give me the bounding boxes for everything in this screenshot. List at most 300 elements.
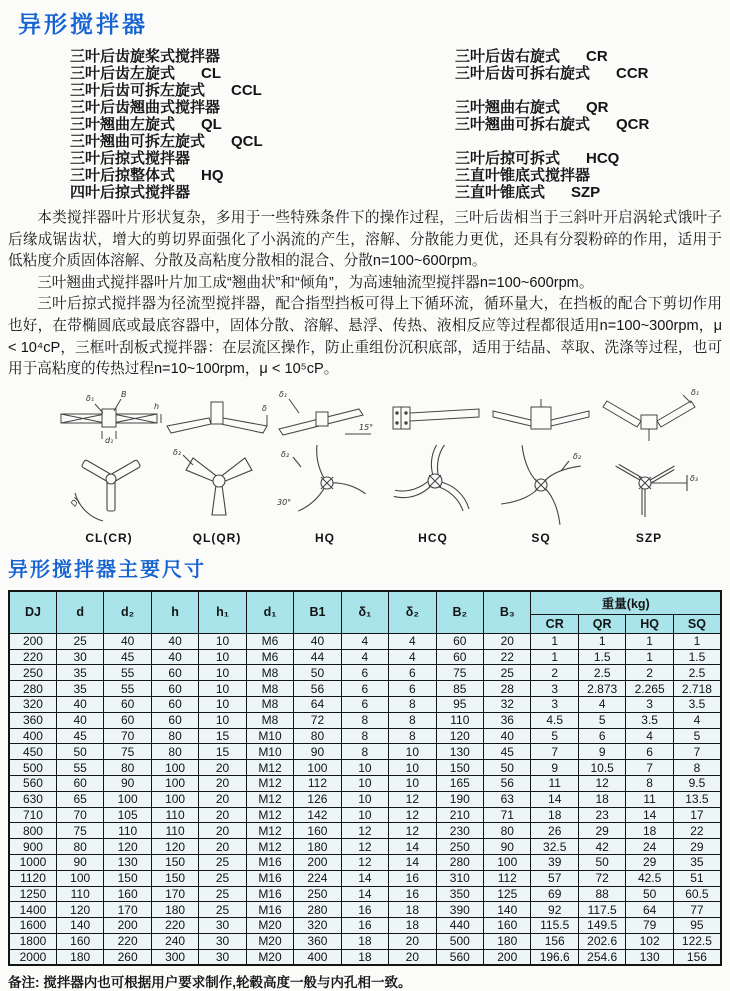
dim-delta1-label: δ₁ — [691, 387, 700, 397]
table-cell: 120 — [104, 839, 151, 855]
table-cell: 50 — [56, 744, 103, 760]
table-cell: 40 — [56, 696, 103, 712]
table-cell: M20 — [246, 918, 293, 934]
table-cell: 75 — [104, 744, 151, 760]
table-cell: 156 — [531, 933, 578, 949]
table-cell: 50 — [484, 760, 531, 776]
table-cell: 64 — [294, 696, 341, 712]
table-cell: 65 — [56, 791, 103, 807]
table-cell: 1 — [531, 649, 578, 665]
list-row — [70, 99, 722, 116]
table-cell: M20 — [246, 933, 293, 949]
mixer-item-left — [70, 150, 455, 167]
table-cell: 18 — [626, 823, 673, 839]
hcq-side-view-drawing — [379, 387, 487, 445]
table-cell: 72 — [578, 870, 625, 886]
dim-deg30-label: 30° — [277, 497, 292, 507]
table-cell: 210 — [436, 807, 483, 823]
table-cell: 25 — [199, 870, 246, 886]
mixer-item-right — [455, 150, 722, 167]
table-cell: 3 — [531, 681, 578, 697]
diagram-column-ql-qr — [163, 387, 271, 545]
table-cell: 122.5 — [673, 933, 721, 949]
table-cell: 14 — [389, 839, 436, 855]
table-cell: 100 — [151, 775, 198, 791]
table-cell: 55 — [104, 681, 151, 697]
col-header-qr: QR — [578, 614, 625, 633]
table-cell: 2.718 — [673, 681, 721, 697]
section-title: 异形搅拌器主要尺寸 — [8, 558, 206, 581]
table-row — [9, 712, 721, 728]
dim-deg15-label: 15° — [359, 422, 374, 432]
table-cell: 90 — [484, 839, 531, 855]
table-cell: 18 — [578, 791, 625, 807]
table-row — [9, 870, 721, 886]
table-cell: 560 — [436, 949, 483, 965]
table-cell: 300 — [151, 949, 198, 965]
table-cell: 220 — [104, 933, 151, 949]
table-cell: 250 — [294, 886, 341, 902]
mixer-code: QCR — [616, 116, 650, 133]
mixer-name: 三叶后齿可拆左旋式 — [70, 82, 206, 99]
table-cell: 10 — [199, 649, 246, 665]
mixer-code: QL — [201, 116, 222, 133]
table-cell: 20 — [199, 791, 246, 807]
table-cell: 2.5 — [673, 665, 721, 681]
col-header-b1: B1 — [294, 591, 341, 634]
col-header-b3: B₃ — [484, 591, 531, 634]
table-cell: 100 — [104, 791, 151, 807]
dimensions-table — [8, 590, 722, 967]
col-header-sq: SQ — [673, 614, 721, 633]
table-cell: 2.873 — [578, 681, 625, 697]
table-row — [9, 902, 721, 918]
table-cell: 100 — [56, 870, 103, 886]
mixer-name: 三叶后齿旋桨式搅拌器 — [70, 48, 221, 65]
table-cell: 3.5 — [673, 696, 721, 712]
table-cell: 70 — [104, 728, 151, 744]
table-cell: 60.5 — [673, 886, 721, 902]
dim-h-label: h — [154, 401, 160, 411]
table-cell: 26 — [531, 823, 578, 839]
table-cell: 45 — [104, 649, 151, 665]
footnote: 备注: 搅拌器内也可根据用户要求制作,轮毂高度一般与内孔相一致。 — [8, 975, 412, 991]
table-cell: 25 — [199, 854, 246, 870]
table-cell: 1 — [531, 633, 578, 649]
table-cell: 7 — [673, 744, 721, 760]
table-cell: 42 — [578, 839, 625, 855]
table-cell: M6 — [246, 633, 293, 649]
dim-delta1-label: δ₁ — [279, 389, 288, 399]
diagram-label: CL(CR) — [85, 530, 133, 545]
table-cell: 2.5 — [578, 665, 625, 681]
table-cell: 6 — [389, 681, 436, 697]
table-cell: 110 — [104, 823, 151, 839]
table-cell: 220 — [151, 918, 198, 934]
table-row — [9, 807, 721, 823]
table-cell: 12 — [578, 775, 625, 791]
table-cell: 1800 — [9, 933, 56, 949]
table-cell: 15 — [199, 728, 246, 744]
table-cell: 4 — [341, 633, 388, 649]
table-cell: 44 — [294, 649, 341, 665]
dim-dj-label: DJ — [69, 495, 82, 508]
ql-qr-side-view-drawing — [163, 387, 271, 445]
table-cell: 18 — [389, 902, 436, 918]
table-cell: 900 — [9, 839, 56, 855]
table-cell: 4 — [578, 696, 625, 712]
table-cell: 10 — [341, 791, 388, 807]
table-cell: 100 — [151, 791, 198, 807]
table-row — [9, 665, 721, 681]
table-cell: 90 — [294, 744, 341, 760]
table-cell: 3 — [626, 696, 673, 712]
table-cell: 29 — [626, 854, 673, 870]
table-cell: 320 — [9, 696, 56, 712]
table-cell: 80 — [151, 744, 198, 760]
table-cell: 7 — [531, 744, 578, 760]
table-row — [9, 949, 721, 965]
table-body — [9, 633, 721, 965]
table-cell: 1120 — [9, 870, 56, 886]
mixer-name: 三叶翘曲可拆右旋式 — [455, 116, 591, 133]
col-header-delta1: δ₁ — [341, 591, 388, 634]
table-cell: 55 — [56, 760, 103, 776]
table-cell: 36 — [484, 712, 531, 728]
table-cell: 110 — [151, 823, 198, 839]
table-cell: 200 — [484, 949, 531, 965]
table-cell: 500 — [9, 760, 56, 776]
table-cell: 110 — [56, 886, 103, 902]
table-cell: M12 — [246, 760, 293, 776]
table-cell: 10 — [389, 775, 436, 791]
col-header-d: d — [56, 591, 103, 634]
table-cell: 8 — [341, 728, 388, 744]
table-row — [9, 681, 721, 697]
hq-side-view-drawing — [271, 387, 379, 445]
mixer-code: QR — [586, 99, 609, 116]
table-row — [9, 791, 721, 807]
mixer-name: 三叶后掠整体式 — [70, 167, 176, 184]
mixer-name: 三直叶锥底式搅拌器 — [455, 167, 591, 184]
mixer-item-right — [455, 82, 722, 99]
table-cell: 35 — [56, 681, 103, 697]
table-cell: 360 — [9, 712, 56, 728]
table-cell: 165 — [436, 775, 483, 791]
table-cell: 10 — [199, 633, 246, 649]
mixer-item-left — [70, 48, 455, 65]
table-cell: 22 — [484, 649, 531, 665]
table-cell: 710 — [9, 807, 56, 823]
table-cell: 95 — [673, 918, 721, 934]
col-header-h1: h₁ — [199, 591, 246, 634]
table-cell: 4 — [673, 712, 721, 728]
table-cell: 100 — [484, 854, 531, 870]
table-cell: 280 — [9, 681, 56, 697]
table-cell: M8 — [246, 712, 293, 728]
table-cell: 1250 — [9, 886, 56, 902]
diagram-column-hq — [271, 387, 379, 545]
table-cell: 450 — [9, 744, 56, 760]
table-cell: 77 — [673, 902, 721, 918]
mixer-code: CL — [201, 65, 222, 82]
table-cell: 64 — [626, 902, 673, 918]
table-row — [9, 775, 721, 791]
mixer-item-right — [455, 48, 722, 65]
table-cell: 1 — [578, 633, 625, 649]
table-cell: 12 — [341, 839, 388, 855]
mixer-name: 三叶后掠式搅拌器 — [70, 150, 191, 167]
table-cell: 130 — [104, 854, 151, 870]
table-cell: 60 — [151, 696, 198, 712]
table-cell: 112 — [294, 775, 341, 791]
table-cell: 112 — [484, 870, 531, 886]
table-cell: 4.5 — [531, 712, 578, 728]
table-cell: 250 — [9, 665, 56, 681]
table-cell: 40 — [104, 633, 151, 649]
table-cell: 240 — [151, 933, 198, 949]
table-cell: 92 — [531, 902, 578, 918]
table-cell: 35 — [673, 854, 721, 870]
table-cell: 180 — [151, 902, 198, 918]
table-cell: 150 — [151, 854, 198, 870]
table-cell: 57 — [531, 870, 578, 886]
table-cell: M16 — [246, 870, 293, 886]
table-cell: 28 — [484, 681, 531, 697]
table-cell: 6 — [626, 744, 673, 760]
table-cell: 29 — [578, 823, 625, 839]
table-cell: 20 — [199, 760, 246, 776]
mixer-item-right — [455, 116, 722, 133]
table-cell: 22 — [673, 823, 721, 839]
diagram-label: HQ — [315, 530, 335, 545]
table-cell: 51 — [673, 870, 721, 886]
table-cell: 56 — [484, 775, 531, 791]
table-cell: M10 — [246, 728, 293, 744]
table-cell: M8 — [246, 681, 293, 697]
mixer-code: QCL — [231, 133, 263, 150]
table-cell: 125 — [484, 886, 531, 902]
mixer-item-left — [70, 82, 455, 99]
col-header-hq: HQ — [626, 614, 673, 633]
table-cell: 20 — [199, 823, 246, 839]
table-cell: 20 — [389, 933, 436, 949]
diagram-column-hcq — [379, 387, 487, 545]
table-cell: 80 — [151, 728, 198, 744]
table-row — [9, 649, 721, 665]
page-title: 异形搅拌器 — [18, 11, 148, 37]
table-cell: 254.6 — [578, 949, 625, 965]
mixer-item-left — [70, 65, 455, 82]
table-cell: 2 — [626, 665, 673, 681]
table-cell: 280 — [436, 854, 483, 870]
table-cell: 24 — [626, 839, 673, 855]
table-cell: 15 — [199, 744, 246, 760]
table-cell: 40 — [294, 633, 341, 649]
col-header-d1: d₁ — [246, 591, 293, 634]
col-header-d2: d₂ — [104, 591, 151, 634]
table-cell: 200 — [294, 854, 341, 870]
table-row — [9, 760, 721, 776]
mixer-name: 三叶翘曲左旋式 — [70, 116, 176, 133]
szp-top-view-drawing — [595, 445, 703, 529]
table-cell: 230 — [436, 823, 483, 839]
table-cell: 95 — [436, 696, 483, 712]
table-cell: 25 — [56, 633, 103, 649]
dim-delta2-label: δ₂ — [281, 449, 290, 459]
table-cell: 220 — [9, 649, 56, 665]
table-cell: 80 — [56, 839, 103, 855]
table-cell: 12 — [389, 807, 436, 823]
table-cell: 39 — [531, 854, 578, 870]
list-row — [70, 150, 722, 167]
table-cell: 10 — [389, 760, 436, 776]
table-cell: M12 — [246, 791, 293, 807]
table-cell: 3.5 — [626, 712, 673, 728]
table-cell: 30 — [199, 933, 246, 949]
table-cell: 35 — [56, 665, 103, 681]
table-cell: 160 — [104, 886, 151, 902]
hq-top-view-drawing — [271, 445, 379, 529]
sq-top-view-drawing — [487, 445, 595, 529]
diagram-column-szp — [595, 387, 703, 545]
table-cell: 500 — [436, 933, 483, 949]
table-cell: 20 — [484, 633, 531, 649]
table-cell: 6 — [341, 696, 388, 712]
diagram-label: SZP — [635, 530, 663, 545]
mixer-item-right — [455, 99, 722, 116]
table-cell: 8 — [389, 696, 436, 712]
mixer-item-right — [455, 65, 722, 82]
mixer-name: 三叶后掠可拆式 — [455, 150, 561, 167]
table-cell: 150 — [151, 870, 198, 886]
table-cell: 150 — [104, 870, 151, 886]
table-cell: 40 — [56, 712, 103, 728]
diagram-column-cl-cr — [55, 387, 163, 545]
table-cell: M12 — [246, 807, 293, 823]
dim-delta1-label: δ₁ — [86, 393, 95, 403]
mixer-item-left — [70, 116, 455, 133]
table-cell: 10 — [199, 696, 246, 712]
col-header-cr: CR — [531, 614, 578, 633]
table-cell: 160 — [56, 933, 103, 949]
table-cell: 12 — [389, 791, 436, 807]
table-cell: 25 — [199, 886, 246, 902]
table-row — [9, 633, 721, 649]
table-cell: 140 — [484, 902, 531, 918]
cl-cr-top-view-drawing — [55, 445, 163, 529]
table-cell: M12 — [246, 823, 293, 839]
table-cell: 5 — [531, 728, 578, 744]
table-cell: 130 — [626, 949, 673, 965]
table-cell: 120 — [56, 902, 103, 918]
list-row — [70, 48, 722, 65]
table-cell: 120 — [151, 839, 198, 855]
col-header-b2: B₂ — [436, 591, 483, 634]
table-cell: 130 — [436, 744, 483, 760]
table-cell: 20 — [199, 839, 246, 855]
table-cell: 2.265 — [626, 681, 673, 697]
table-cell: 4 — [341, 649, 388, 665]
dim-delta3-label: δ₃ — [690, 473, 699, 483]
table-cell: 12 — [389, 823, 436, 839]
table-cell: 14 — [531, 791, 578, 807]
table-cell: 40 — [484, 728, 531, 744]
table-row — [9, 839, 721, 855]
table-cell: 18 — [341, 933, 388, 949]
table-cell: 23 — [578, 807, 625, 823]
table-cell: 9 — [578, 744, 625, 760]
table-cell: 88 — [578, 886, 625, 902]
table-cell: 117.5 — [578, 902, 625, 918]
ql-qr-top-view-drawing — [163, 445, 271, 529]
table-cell: 1 — [673, 633, 721, 649]
mixer-name: 三直叶锥底式 — [455, 184, 546, 201]
table-cell: 71 — [484, 807, 531, 823]
table-cell: 30 — [56, 649, 103, 665]
table-cell: 8 — [389, 712, 436, 728]
mixer-item-left — [70, 184, 455, 201]
table-cell: M12 — [246, 775, 293, 791]
table-cell: 8 — [389, 728, 436, 744]
mixer-item-left — [70, 133, 455, 150]
table-cell: 50 — [626, 886, 673, 902]
table-cell: 10 — [199, 712, 246, 728]
dim-delta-label: δ — [262, 403, 267, 413]
table-row — [9, 696, 721, 712]
mixer-code: CCL — [231, 82, 262, 99]
table-cell: 90 — [104, 775, 151, 791]
table-row — [9, 918, 721, 934]
table-cell: 63 — [484, 791, 531, 807]
table-cell: 30 — [199, 949, 246, 965]
catalog-page — [0, 6, 730, 991]
list-row — [70, 116, 722, 133]
table-cell: 120 — [436, 728, 483, 744]
table-cell: 800 — [9, 823, 56, 839]
table-cell: 60 — [436, 633, 483, 649]
paragraph-2: 三叶翘曲式搅拌器叶片加工成“翘曲状”和“倾角”，为高速轴流型搅拌器n=100~600rpm。 — [37, 274, 594, 291]
table-cell: 10 — [199, 665, 246, 681]
mixer-item-left — [70, 167, 455, 184]
table-cell: 180 — [484, 933, 531, 949]
table-cell: 80 — [104, 760, 151, 776]
table-cell: 170 — [104, 902, 151, 918]
table-cell: 6 — [389, 665, 436, 681]
table-cell: 40 — [151, 649, 198, 665]
table-cell: 10 — [341, 807, 388, 823]
table-cell: 6 — [578, 728, 625, 744]
table-cell: 14 — [626, 807, 673, 823]
mixer-name: 三叶后齿左旋式 — [70, 65, 176, 82]
list-row — [70, 167, 722, 184]
mixer-item-right — [455, 184, 722, 201]
mixer-name: 三叶翘曲右旋式 — [455, 99, 561, 116]
table-cell: 18 — [341, 949, 388, 965]
table-cell: M16 — [246, 886, 293, 902]
table-cell: M6 — [246, 649, 293, 665]
table-cell: 40 — [151, 633, 198, 649]
table-cell: 8 — [341, 744, 388, 760]
table-cell: 8 — [341, 712, 388, 728]
table-cell: 1 — [626, 633, 673, 649]
table-cell: 60 — [104, 712, 151, 728]
table-cell: 13.5 — [673, 791, 721, 807]
table-cell: 180 — [56, 949, 103, 965]
table-cell: M10 — [246, 744, 293, 760]
table-cell: 400 — [9, 728, 56, 744]
table-cell: 29 — [673, 839, 721, 855]
